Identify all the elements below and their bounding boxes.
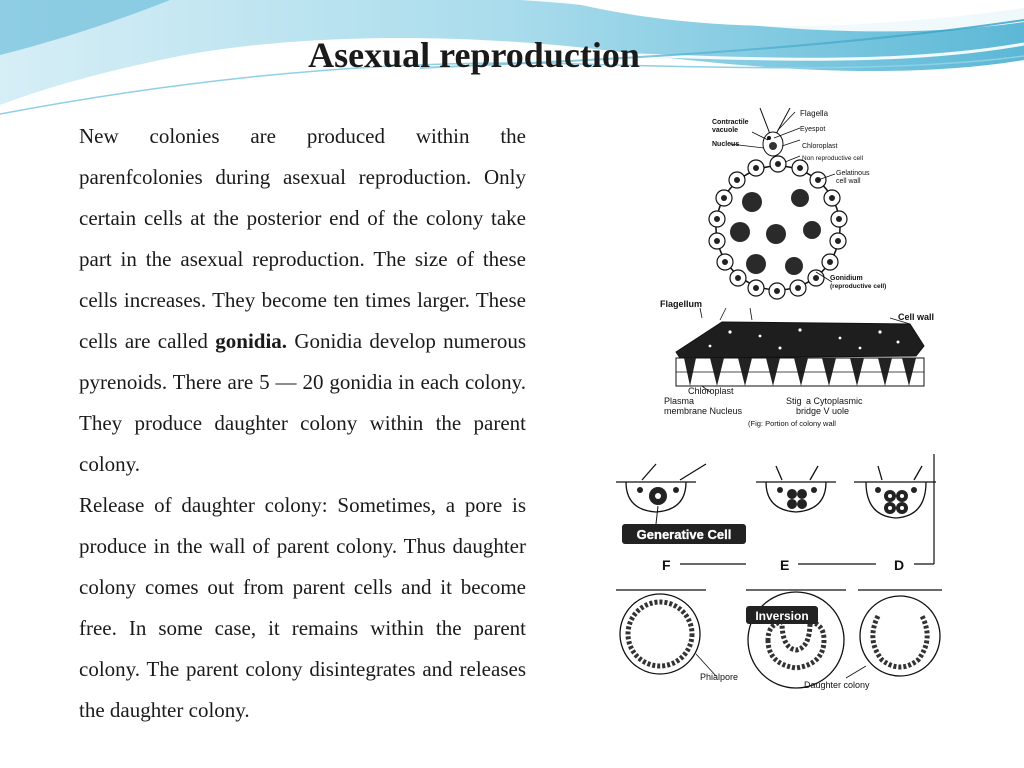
label-flagella: Flagella xyxy=(800,109,829,118)
label-flagellum: Flagellum xyxy=(660,299,703,309)
label-f: F xyxy=(662,557,671,573)
paragraph-1: New colonies are produced within the parenfcolonies during asexual reproduction. Only certain cells at the posterior end of the colony take part in the asexual reproduction. The size of these cells increases. They become ten times larger. These cells are called gonidia. Gonidia develop numerous pyrenoids. There are 5 — 20 gonidia in each colony. They produce daughter colony within the parent colony. xyxy=(79,124,527,476)
label-phialpore: Phialpore xyxy=(700,672,739,682)
label-gelatinous: Gelatinous xyxy=(836,170,870,177)
daughter-colony-figure xyxy=(596,444,976,708)
slide-title: Asexual reproduction xyxy=(308,35,640,75)
figure-caption: (Fig: Portion of colony wall xyxy=(748,419,836,428)
label-gonidium-sub: (reproductive cell) xyxy=(830,283,887,290)
label-inversion: Inversion xyxy=(755,609,809,623)
label-daughter-colony: Daughter colony xyxy=(804,680,870,690)
volvox-colony-figure xyxy=(640,102,944,432)
label-bridge: bridge V uole xyxy=(796,406,850,416)
gonidia-term: gonidia. xyxy=(215,329,288,353)
label-nucleus: Nucleus xyxy=(712,141,740,148)
label-chloroplast-top: Chloroplast xyxy=(802,143,838,150)
label-membrane-nucleus: membrane Nucleus xyxy=(664,406,743,416)
body-text xyxy=(79,116,526,731)
label-gonidium: Gonidium xyxy=(830,275,863,282)
label-e: E xyxy=(780,557,790,573)
label-cytoplasmic: a Cytoplasmic xyxy=(806,396,863,406)
label-chloroplast: Chloroplast xyxy=(688,386,734,396)
label-cell-wall: Cell wall xyxy=(898,312,935,322)
label-cell-wall-top: cell wall xyxy=(836,178,861,185)
label-d: D xyxy=(894,557,905,573)
label-contractile: Contractile xyxy=(712,119,749,126)
label-non-reproductive: Non reproductive cell xyxy=(802,155,864,162)
label-eyespot: Eyespot xyxy=(800,126,826,133)
label-generative-cell: Generative Cell xyxy=(636,527,732,542)
label-plasma: Plasma xyxy=(664,396,695,406)
label-vacuole: vacuole xyxy=(712,127,739,134)
label-stig: Stig xyxy=(786,396,802,406)
paragraph-2: Release of daughter colony: Sometimes, a pore is produce in the wall of parent colony. Thus daughter colony comes out from parent cells and it become free. In some case, it remains within the parent colony. The parent colony disintegrates and releases the daughter colony. xyxy=(79,493,526,722)
